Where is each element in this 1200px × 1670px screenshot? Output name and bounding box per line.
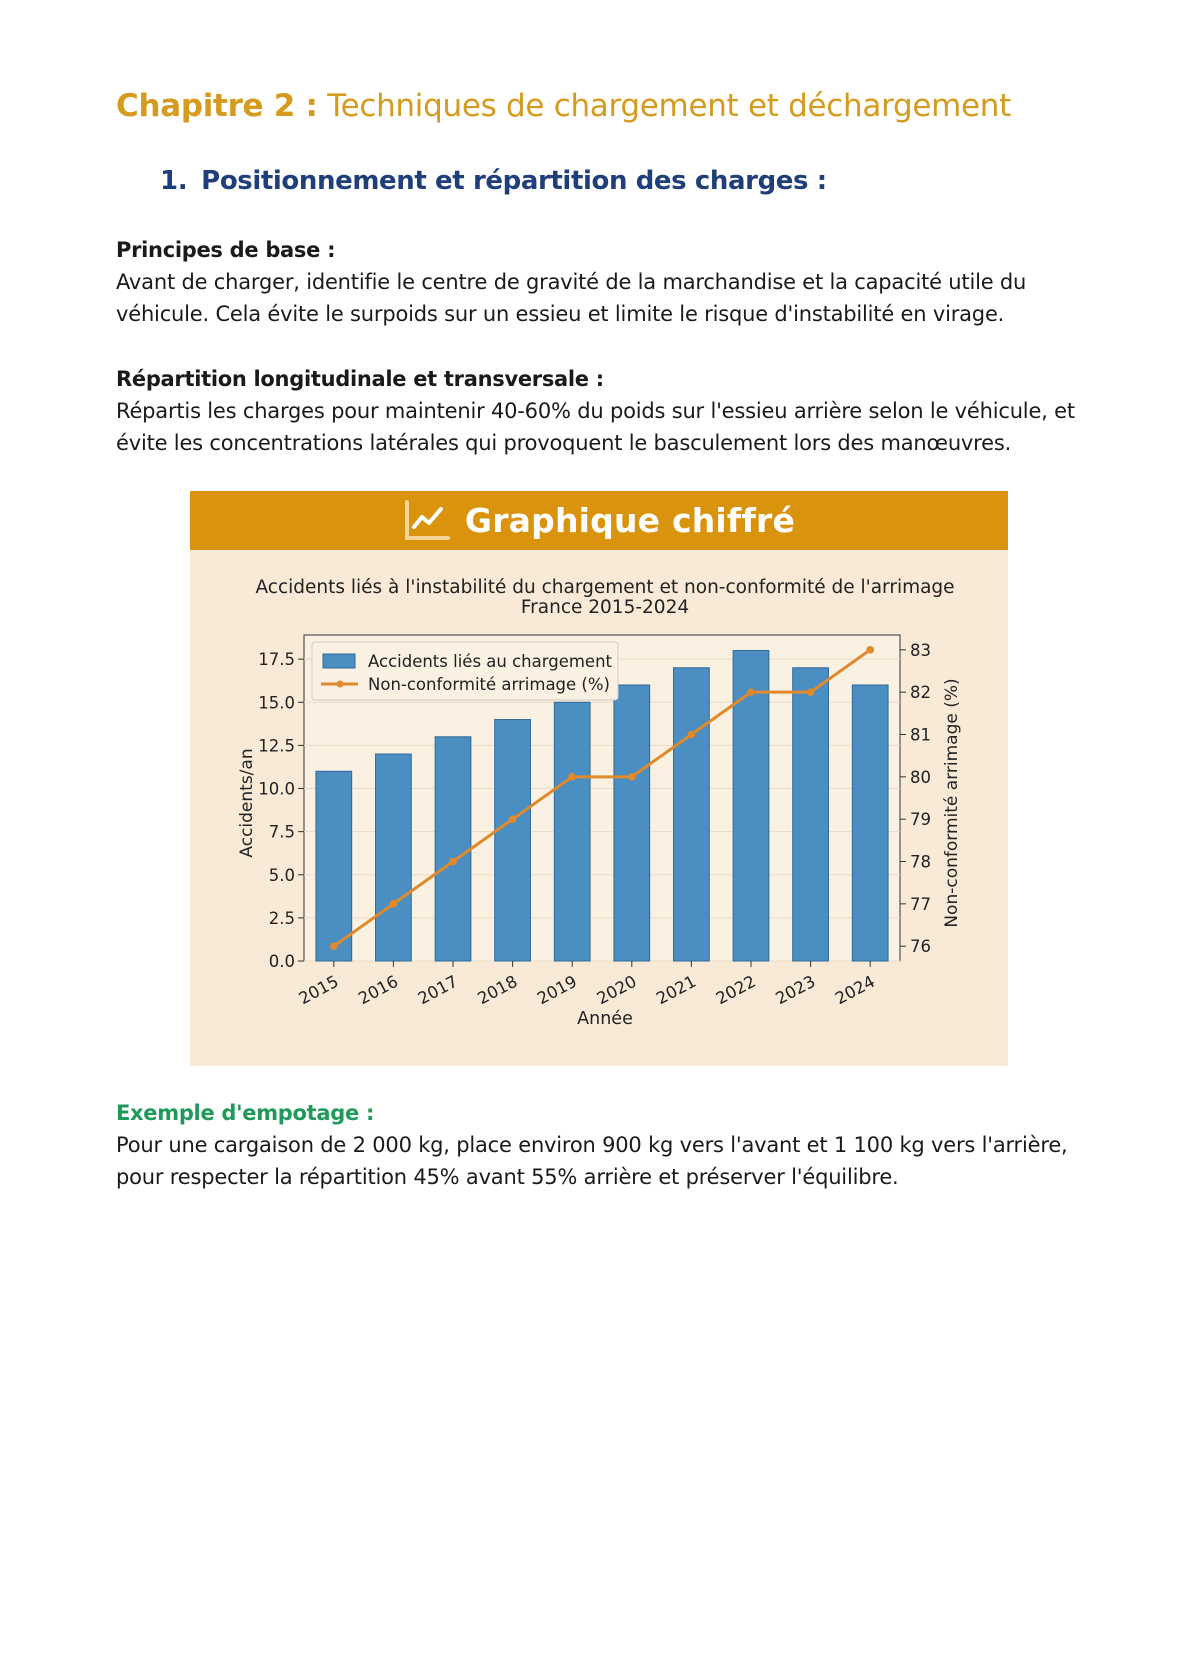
x-tick-label: 2015 (295, 971, 342, 1009)
chapter-title (116, 88, 1011, 124)
x-tick-label: 2019 (534, 971, 581, 1009)
y-tick-label: 5.0 (268, 865, 295, 885)
bar-2018 (495, 720, 531, 961)
bar-2022 (733, 651, 769, 961)
block-heading: Répartition longitudinale et transversale : (116, 367, 604, 391)
x-tick-label: 2017 (414, 971, 461, 1009)
line-chart-icon (403, 499, 451, 543)
y2-axis-label: Non-conformité arrimage (%) (942, 678, 962, 928)
chart-header (190, 491, 1008, 550)
block-heading: Exemple d'empotage : (116, 1101, 375, 1125)
x-axis-label: Année (577, 1009, 633, 1029)
block-text: Répartis les charges pour maintenir 40-60% du poids sur l'essieu arrière selon le véhicule, et évite les concentrations latérales qui provoquent le basculement lors des manœuvres. (116, 399, 1075, 455)
chapter-heading: Techniques de chargement et déchargement (327, 88, 1012, 124)
line-point-2015 (330, 942, 338, 950)
chapter-label: Chapitre 2 : (116, 88, 318, 124)
block-heading: Principes de base : (116, 238, 336, 262)
line-point-2019 (568, 773, 576, 781)
bar-2017 (435, 737, 471, 961)
section-title (160, 166, 827, 196)
bar-2015 (316, 771, 352, 961)
legend (312, 642, 618, 700)
line-point-2018 (509, 815, 517, 823)
y2-tick-label: 81 (910, 725, 931, 745)
y-tick-label: 10.0 (258, 779, 295, 799)
y2-tick-label: 78 (910, 852, 931, 872)
y-tick-label: 12.5 (258, 736, 295, 756)
chart-subtitle: France 2015-2024 (520, 597, 690, 618)
x-tick-label: 2024 (832, 971, 879, 1009)
line-point-2017 (449, 858, 457, 866)
x-tick-label: 2021 (653, 971, 700, 1009)
section-heading: Positionnement et répartition des charges : (201, 166, 827, 196)
block-text: Avant de charger, identifie le centre de gravité de la marchandise et la capacité utile du véhicule. Cela évite le surpoids sur un essieu et limite le risque d'instabilité en virage. (116, 270, 1027, 326)
y-tick-label: 7.5 (268, 822, 295, 842)
bar-2023 (793, 668, 829, 961)
block-exemple (116, 1101, 1096, 1193)
y-tick-label: 15.0 (258, 693, 295, 713)
block-repartition (116, 367, 1096, 459)
legend-line-marker (337, 681, 344, 688)
chart-header-title: Graphique chiffré (464, 501, 796, 540)
chart-title: Accidents liés à l'instabilité du chargement et non-conformité de l'arrimage (255, 577, 955, 598)
y2-tick-label: 82 (910, 683, 931, 703)
line-point-2020 (628, 773, 636, 781)
bar-2024 (852, 685, 888, 961)
y-tick-label: 17.5 (258, 650, 295, 670)
bar-2016 (376, 754, 412, 961)
bar-2020 (614, 685, 650, 961)
y2-tick-label: 79 (910, 810, 931, 830)
legend-bar-label: Accidents liés au chargement (368, 652, 613, 671)
y2-tick-label: 80 (910, 767, 931, 787)
y2-tick-label: 83 (910, 640, 931, 660)
chart-card (190, 491, 1008, 1066)
line-point-2023 (807, 688, 815, 696)
line-point-2016 (390, 900, 398, 908)
y2-tick-label: 76 (910, 937, 931, 957)
y-tick-label: 2.5 (268, 908, 295, 928)
chart-plot (190, 550, 1008, 1066)
bar-2021 (674, 668, 710, 961)
bar-2019 (554, 702, 590, 961)
line-point-2021 (688, 731, 696, 739)
y-axis-label: Accidents/an (237, 748, 257, 858)
x-tick-label: 2016 (355, 971, 402, 1009)
x-tick-label: 2022 (712, 971, 759, 1009)
block-principes (116, 238, 1096, 330)
x-tick-label: 2020 (593, 971, 640, 1009)
x-tick-label: 2023 (772, 971, 819, 1009)
line-point-2022 (747, 688, 755, 696)
block-text: Pour une cargaison de 2 000 kg, place environ 900 kg vers l'avant et 1 100 kg vers l'arrière, pour respecter la répartition 45% avant 55% arrière et préserver l'équilibre. (116, 1133, 1068, 1189)
line-point-2024 (866, 646, 874, 654)
legend-line-label: Non-conformité arrimage (%) (368, 675, 610, 694)
y-tick-label: 0.0 (268, 952, 295, 971)
section-number: 1. (160, 166, 188, 196)
legend-bar-swatch (323, 654, 355, 668)
x-tick-label: 2018 (474, 971, 521, 1009)
y2-tick-label: 77 (910, 894, 931, 914)
